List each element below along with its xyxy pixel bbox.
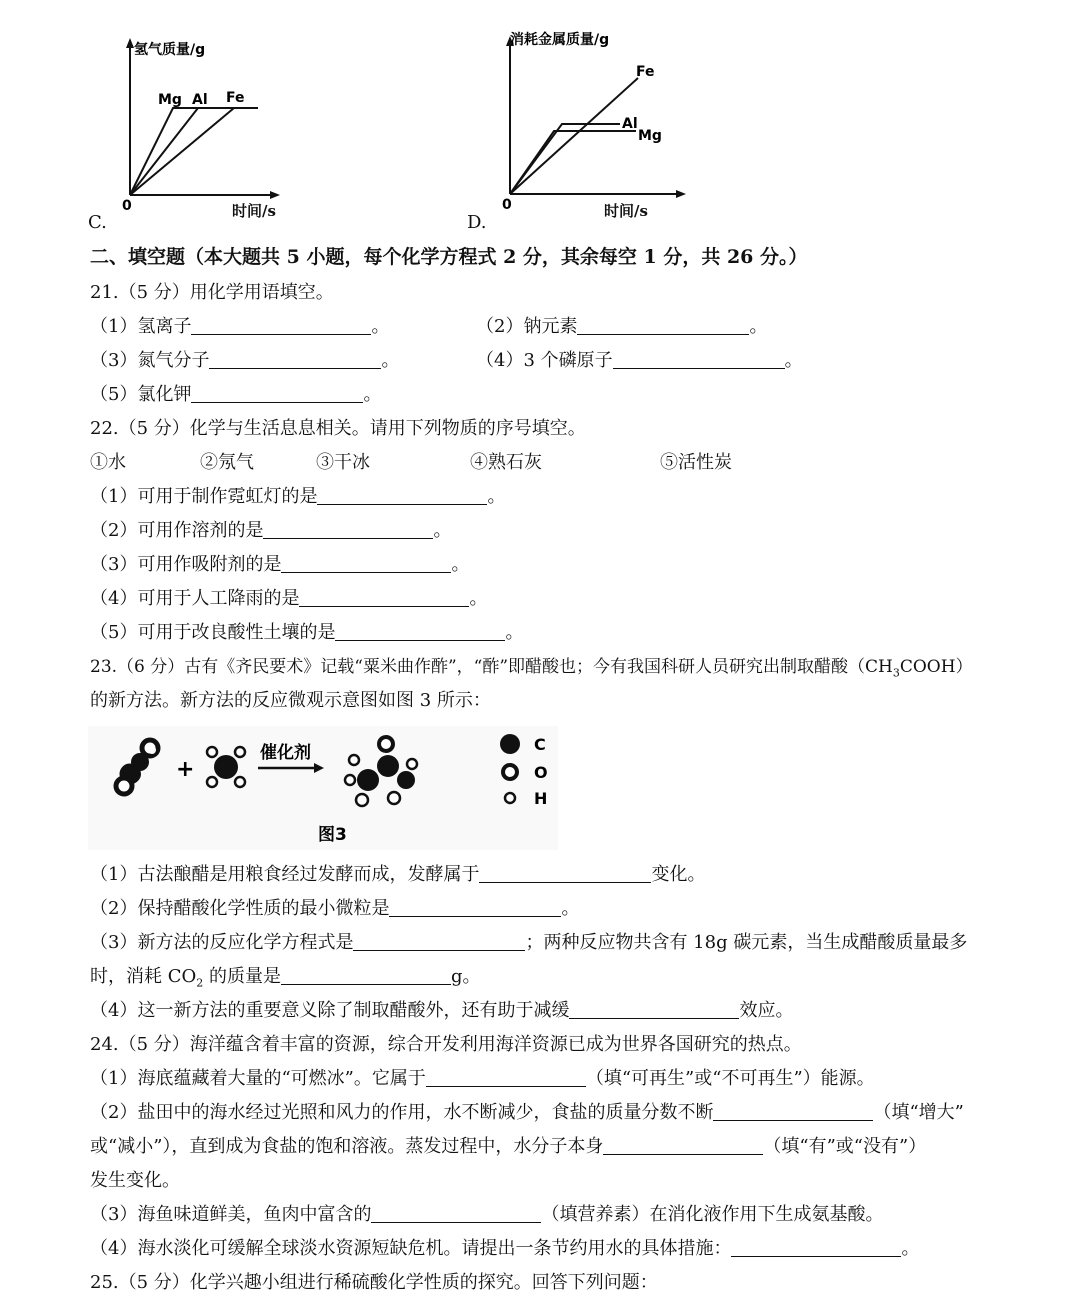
q21-item-3: （3）氮气分子 。 [90, 350, 400, 371]
q22-option-5: ⑤活性炭 [660, 452, 732, 473]
graph-c-y-label: 氢气质量/g [134, 42, 206, 58]
q22-item-2: （2）可用作溶剂的是 。 [90, 520, 452, 541]
q24-item-3: （3）海鱼味道鲜美，鱼肉中富含的 （填营养素）在消化液作用下生成氨基酸。 [90, 1204, 884, 1225]
q21-item-2: （2）钠元素 。 [476, 316, 768, 337]
graph-d-y-label: 消耗金属质量/g [510, 32, 610, 48]
q24-item-1: （1）海底蕴藏着大量的“可燃冰”。它属于 （填“可再生”或“不可再生”）能源。 [90, 1068, 875, 1089]
q22-option-3: ③干冰 [316, 452, 370, 473]
graph-d-label-fe: Fe [636, 64, 655, 80]
q21-item-5: （5）氯化钾 。 [90, 384, 382, 405]
graph-d-label-al: Al [622, 116, 638, 132]
q23-item-4: （4）这一新方法的重要意义除了制取醋酸外，还有助于减缓 效应。 [90, 1000, 794, 1021]
q22-option-2: ②氖气 [200, 452, 254, 473]
q21-item-4: （4）3 个磷原子 。 [476, 350, 803, 371]
q24-item-4: （4）海水淡化可缓解全球淡水资源短缺危机。请提出一条节约用水的具体措施： 。 [90, 1238, 920, 1259]
q25-stem: 25.（5 分）化学兴趣小组进行稀硫酸化学性质的探究。回答下列问题： [90, 1272, 658, 1293]
legend-c: C [534, 735, 546, 754]
q23-stem: 23.（6 分）古有《齐民要术》记载“粟米曲作酢”，“酢”即醋酸也；今有我国科研人员研究出制取醋酸$(CH_3COOH)$ [90, 657, 973, 680]
q22-item-3: （3）可用作吸附剂的是 。 [90, 554, 470, 575]
graph-d-label-mg: Mg [638, 128, 662, 144]
q24-item-2: （2）盐田中的海水经过光照和风力的作用，水不断减少，食盐的质量分数不断 （填“增大” [90, 1102, 964, 1123]
legend-o: O [534, 763, 548, 782]
q22-option-4: ④熟石灰 [470, 452, 542, 473]
q23-stem-2: 的新方法。新方法的反应微观示意图如图 3 所示： [90, 690, 491, 711]
graph-d [490, 28, 690, 210]
svg-text:+: + [176, 757, 195, 782]
q22-item-5: （5）可用于改良酸性土壤的是 。 [90, 622, 524, 643]
q22-stem: 22.（5 分）化学与生活息息相关。请用下列物质的序号填空。 [90, 418, 586, 439]
q22-item-1: （1）可用于制作霓虹灯的是 。 [90, 486, 506, 507]
graph-c-option-label: C. [88, 212, 107, 233]
graph-c [110, 30, 280, 210]
q22-option-1: ①水 [90, 452, 126, 473]
graph-c-origin: 0 [122, 198, 132, 210]
q21-stem: 21.（5 分）用化学用语填空。 [90, 282, 334, 303]
graph-d-x-label: 时间/s [604, 202, 648, 220]
q23-item-1: （1）古法酿醋是用粮食经过发酵而成，发酵属于 变化。 [90, 864, 706, 885]
q23-item-3-cont: 时，消耗 $CO_2$ 的质量是 g。 [90, 966, 481, 990]
reaction-figure [88, 726, 558, 850]
figure-caption: 图3 [318, 825, 347, 845]
q23-item-2: （2）保持醋酸化学性质的最小微粒是 。 [90, 898, 580, 919]
graph-d-option-label: D. [467, 212, 487, 233]
q23-item-3: （3）新方法的反应化学方程式是 ；两种反应物共含有 18g 碳元素，当生成醋酸质量最多 [90, 932, 968, 953]
graph-c-x-label: 时间/s [232, 202, 276, 220]
graph-c-label-fe: Fe [226, 90, 245, 106]
q24-item-2-cont: 或“减小”），直到成为食盐的饱和溶液。蒸发过程中，水分子本身 （填“有”或“没有”） [90, 1136, 927, 1157]
q24-item-2-end: 发生变化。 [90, 1170, 180, 1191]
graph-c-label-mg: Mg [158, 92, 182, 108]
q22-item-4: （4）可用于人工降雨的是 。 [90, 588, 488, 609]
section-title: 二、填空题（本大题共 5 小题，每个化学方程式 2 分，其余每空 1 分，共 26 分。） [90, 246, 808, 268]
q24-stem: 24.（5 分）海洋蕴含着丰富的资源，综合开发利用海洋资源已成为世界各国研究的热点。 [90, 1034, 802, 1055]
graph-d-origin: 0 [502, 197, 512, 210]
catalyst-label: 催化剂 [260, 743, 311, 763]
legend-h: H [534, 789, 548, 808]
q21-item-1: （1）氢离子 。 [90, 316, 390, 337]
graph-c-label-al: Al [192, 92, 208, 108]
